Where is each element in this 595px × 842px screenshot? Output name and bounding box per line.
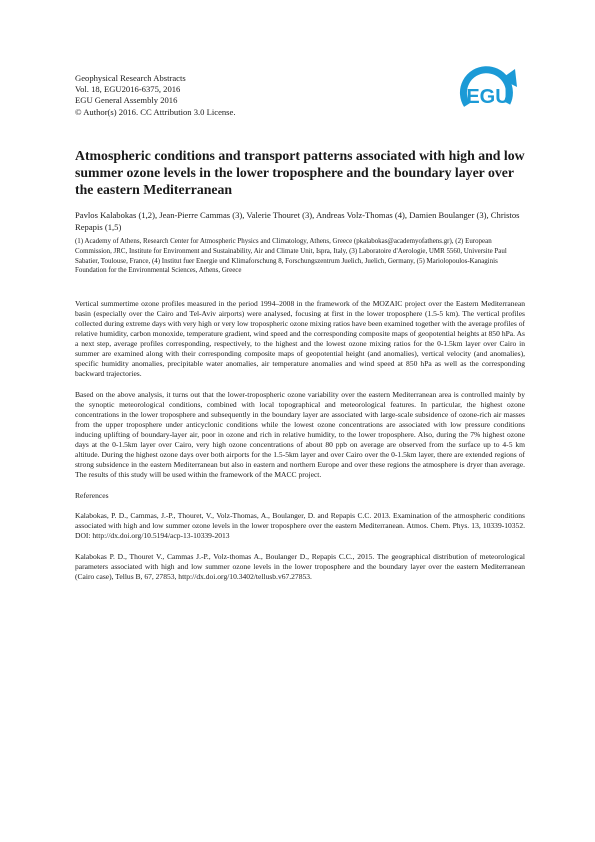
egu-logo-text: EGU xyxy=(466,86,510,108)
publication-header xyxy=(75,73,236,118)
references-heading: References xyxy=(75,490,109,500)
license-info: © Author(s) 2016. CC Attribution 3.0 License. xyxy=(75,106,236,117)
abstract-body xyxy=(75,299,525,592)
reference-2: Kalabokas P. D., Thouret V., Cammas J.-P., Volz-thomas A., Boulanger D., Repapis C.C., 2015. The geographical distribution of meteorological parameters associated with high and low summer ozone levels in the lower troposphere and the boundary layer over the eastern Mediterranean (Cairo case), Tellus B, 67, 27853, http://dx.doi.org/10.3402/tellusb.v67.27853. xyxy=(75,551,525,581)
journal-name: Geophysical Research Abstracts xyxy=(75,73,186,83)
paper-title: Atmospheric conditions and transport patterns associated with high and low summer ozone levels in the lower troposphere and the boundary layer over the eastern Mediterranean xyxy=(75,148,525,197)
abstract-paragraph-2: Based on the above analysis, it turns out that the lower-tropospheric ozone variability over the eastern Mediterranean area is controlled mainly by the synoptic meteorological conditions, combined with local topographical and meteorological features. In particular, the highest ozone concentrations in the lower troposphere and subsequently in the boundary layer are associated with large-scale subsidence of ozone-rich air masses from the upper troposphere under anticyclonic conditions while the lowest ozone concentrations are associated with low pressure conditions inducing uplifting of boundary-layer air, poor in ozone and rich in relative humidity, to the lower troposphere. Also, during the 7% highest ozone days at the 0-1.5km layer over Cairo, very high ozone concentrations of about 80 ppb on average are observed from the surface up to 4-5 km altitude. During the highest ozone days over both airports for the 1.5-5km layer and over Cairo over the 0-1.5km layer, there are extended regions of strong subsidence in the eastern Mediterranean but also in eastern and northern Europe and over these regions the atmosphere is dryer than average. The results of this study will be used within the framework of the MACC project. xyxy=(75,389,525,480)
author-list: Pavlos Kalabokas (1,2), Jean-Pierre Cammas (3), Valerie Thouret (3), Andreas Volz-Thomas (4), Damien Boulanger (3), Christos Repapis (1,5) xyxy=(75,210,520,233)
egu-logo-icon xyxy=(455,65,521,121)
reference-1: Kalabokas, P. D., Cammas, J.-P., Thouret, V., Volz-Thomas, A., Boulanger, D. and Repapis C.C. 2013. Examination of the atmospheric conditions associated with high and low summer ozone levels in the lower troposphere over the eastern Mediterranean. Atmos. Chem. Phys. 13, 10339-10352. DOI: http://dx.doi.org/10.5194/acp-13-10339-2013 xyxy=(75,511,525,541)
volume-info: Vol. 18, EGU2016-6375, 2016 xyxy=(75,84,181,95)
affiliations: (1) Academy of Athens, Research Center for Atmospheric Physics and Climatology, Athens, Greece (pkalabokas@academyofathens.gr), (2) European Commission, JRC, Institute for Environment and Sustainability, Air and Climate Unit, Ispra, Italy, (3) Laboratoire d'Aerologie, UMR 5560, Universite Paul Sabatier, Toulouse, France, (4) Institut fuer Energie und Klimaforschung 8, Forschungszentrum Juelich, Juelich, Germany, (5) Mariolopoulos-Kanaginis Foundation for the Environmental Sciences, Athens, Greece xyxy=(75,237,507,275)
egu-logo xyxy=(455,65,521,121)
assembly-info: EGU General Assembly 2016 xyxy=(75,95,178,106)
abstract-paragraph-1: Vertical summertime ozone profiles measured in the period 1994–2008 in the framework of the MOZAIC project over the Eastern Mediterranean basin (especially over the Cairo and Tel-Aviv airports) were analysed, focusing at first in the lower troposphere (1.5-5 km). The vertical profiles collected during extreme days with very high or very low tropospheric ozone mixing ratios have been examined together with the average profiles of relative humidity, carbon monoxide, temperature gradient, wind speed and the corresponding composite maps of geopotential heights at 850 hPa. As a next step, average profiles corresponding, respectively, to the highest and the lowest ozone mixing ratios for the 0-1.5km layer over Cairo in summer are examined along with their corresponding composite maps of geopotential height (and anomalies), vertical velocity (and anomalies), specific humidity anomalies, precipitable water anomalies, air temperature anomalies and wind speed at 850 hPa as well as the corresponding backward trajectories. xyxy=(75,299,525,379)
